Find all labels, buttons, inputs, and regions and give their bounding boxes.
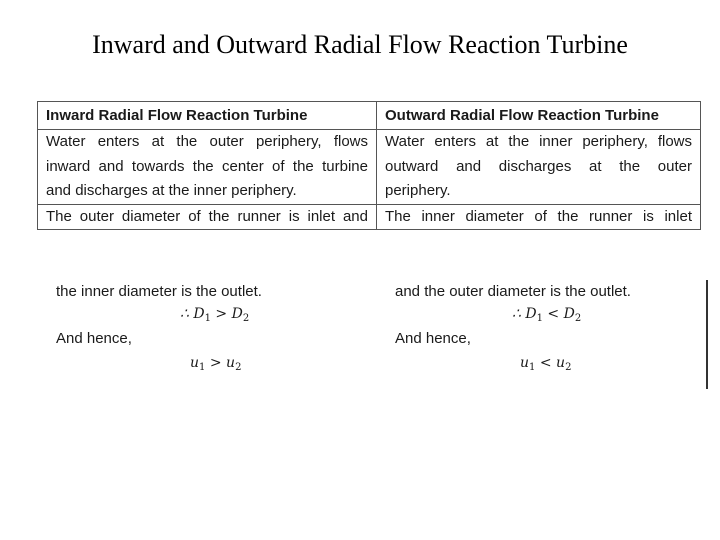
text-line: The inner diameter of the runner is inlet <box>385 207 692 225</box>
continuation-line: and the outer diameter is the outlet. <box>395 283 631 300</box>
eq-subscript: 1 <box>529 362 536 373</box>
text-line: The outer diameter of the runner is inlet and <box>46 207 368 225</box>
inward-hence: And hence, <box>56 330 132 347</box>
eq-term: u <box>190 355 200 371</box>
eq-term: > D <box>210 306 243 322</box>
eq-term: ∴ D <box>180 306 205 322</box>
table-row <box>38 204 701 230</box>
outward-flow-description <box>377 130 701 205</box>
eq-subscript: 1 <box>536 313 543 324</box>
outward-velocity-equation <box>520 355 571 373</box>
eq-subscript: 2 <box>565 362 572 373</box>
outward-diameter-description <box>377 204 701 230</box>
eq-term: > u <box>205 355 236 371</box>
text-line: inward and towards the center of the turbine <box>46 157 368 175</box>
outward-diameter-equation <box>512 306 581 324</box>
eq-term: u <box>520 355 530 371</box>
outward-continuation <box>395 281 695 303</box>
eq-subscript: 2 <box>242 313 250 324</box>
eq-subscript: 2 <box>235 362 242 373</box>
text-line: Water enters at the outer periphery, flows <box>46 133 368 150</box>
inward-velocity-equation <box>190 355 241 373</box>
header-outward: Outward Radial Flow Reaction Turbine <box>377 102 701 130</box>
outward-hence: And hence, <box>395 330 471 347</box>
eq-term: < D <box>542 306 575 322</box>
inward-continuation <box>56 281 356 303</box>
eq-subscript: 1 <box>199 362 206 373</box>
text-line: Water enters at the inner periphery, flows <box>385 133 692 150</box>
right-border-line <box>706 280 708 389</box>
eq-subscript: 1 <box>204 313 211 324</box>
inward-diameter-equation <box>180 306 249 324</box>
table-row <box>38 130 701 205</box>
table-header-row <box>38 102 701 130</box>
text-line: outward and discharges at the outer <box>385 157 692 175</box>
eq-term: ∴ D <box>512 306 537 322</box>
eq-subscript: 2 <box>574 313 582 324</box>
comparison-table <box>37 101 701 230</box>
continuation-line: the inner diameter is the outlet. <box>56 283 262 300</box>
inward-flow-description <box>38 130 377 205</box>
inward-diameter-description <box>38 204 377 230</box>
eq-term: < u <box>535 355 566 371</box>
page-title: Inward and Outward Radial Flow Reaction Turbine <box>92 30 628 59</box>
text-line: and discharges at the inner periphery. <box>46 182 297 199</box>
text-line: periphery. <box>385 182 451 199</box>
header-inward: Inward Radial Flow Reaction Turbine <box>38 102 377 130</box>
